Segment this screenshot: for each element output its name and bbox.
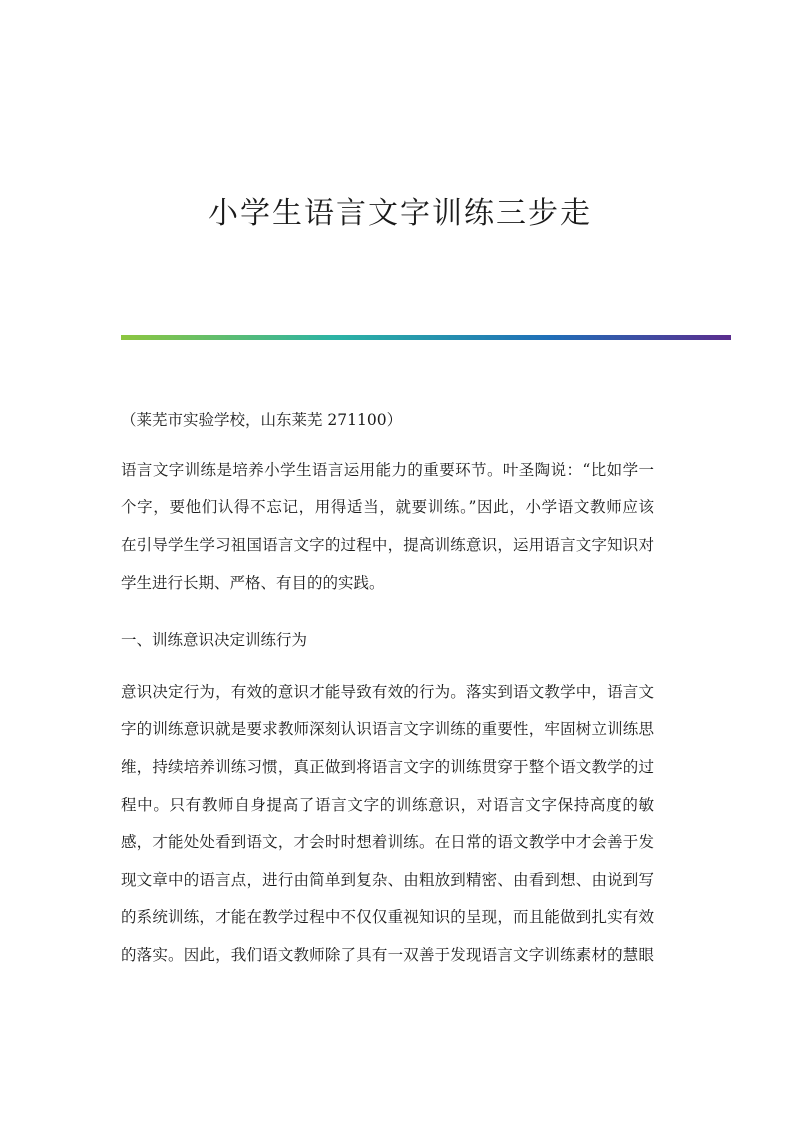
document-title: 小学生语言文字训练三步走	[208, 196, 592, 231]
section-heading: 一、训练意识决定训练行为	[121, 631, 308, 649]
intro-line: 在引导学生学习祖国语言文字的过程中，提高训练意识，运用语言文字知识对	[121, 536, 654, 554]
intro-line: 个字，要他们认得不忘记，用得适当，就要训练。”因此，小学语文教师应该	[121, 498, 654, 516]
body-line: 现文章中的语言点，进行由简单到复杂、由粗放到精密、由看到想、由说到写	[121, 871, 654, 889]
body-line: 意识决定行为，有效的意识才能导致有效的行为。落实到语文教学中，语言文	[121, 683, 654, 701]
body-line: 的落实。因此，我们语文教师除了具有一双善于发现语言文字训练素材的慧眼	[121, 946, 654, 964]
body-line: 字的训练意识就是要求教师深刻认识语言文字训练的重要性，牢固树立训练思	[121, 720, 654, 738]
title-divider	[121, 335, 731, 340]
body-line: 的系统训练，才能在教学过程中不仅仅重视知识的呈现，而且能做到扎实有效	[121, 908, 654, 926]
body-line: 程中。只有教师自身提高了语言文字的训练意识，对语言文字保持高度的敏	[121, 796, 654, 814]
intro-line: 学生进行长期、严格、有目的的实践。	[121, 574, 385, 592]
body-line: 感，才能处处看到语文，才会时时想着训练。在日常的语文教学中才会善于发	[121, 833, 654, 851]
body-line: 维，持续培养训练习惯，真正做到将语言文字的训练贯穿于整个语文教学的过	[121, 758, 654, 776]
author-affiliation: （莱芜市实验学校，山东莱芜 271100）	[121, 411, 403, 429]
intro-line: 语言文字训练是培养小学生语言运用能力的重要环节。叶圣陶说：“比如学一	[121, 461, 654, 479]
